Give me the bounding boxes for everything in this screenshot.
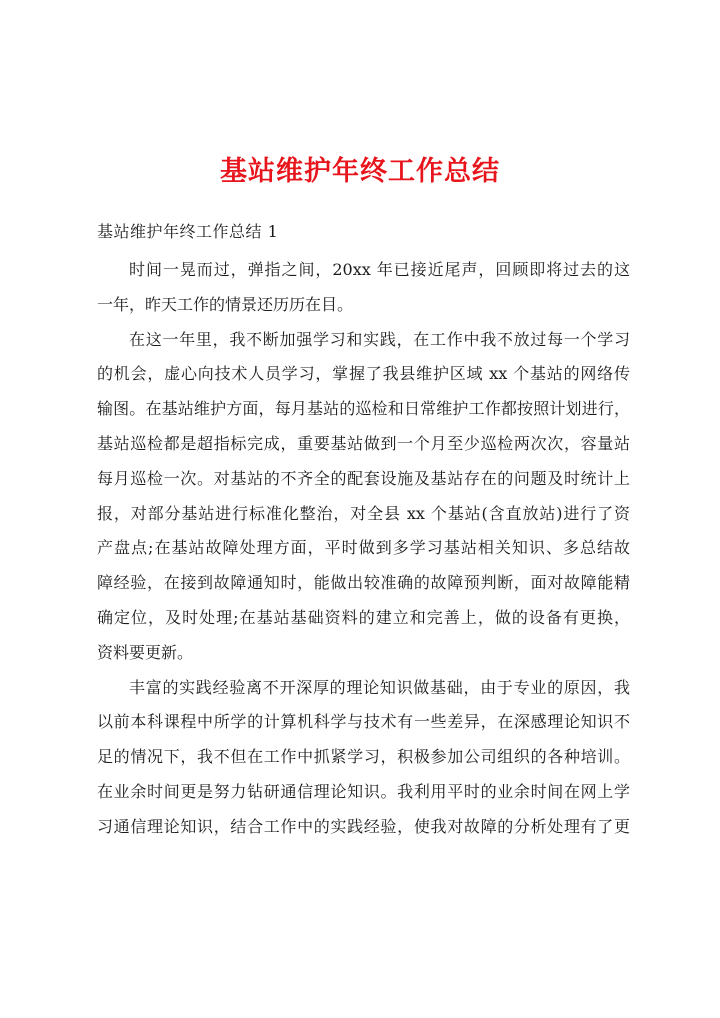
- text-line: 丰富的实践经验离不开深厚的理论知识做基础，由于专业的原因，我: [129, 677, 630, 697]
- text-line: 产盘点;在基站故障处理方面，平时做到多学习基站相关知识、多总结故: [97, 538, 630, 558]
- document-body: [97, 256, 630, 848]
- text-line: 在这一年里，我不断加强学习和实践，在工作中我不放过每一个学习: [129, 329, 630, 349]
- text-line: 输图。在基站维护方面，每月基站的巡检和日常维护工作都按照计划进行，: [97, 399, 630, 419]
- document-title: 基站维护年终工作总结: [220, 156, 500, 187]
- text-line: 基站巡检都是超指标完成，重要基站做到一个月至少巡检两次次，容量站: [97, 433, 630, 453]
- text-line: 习通信理论知识，结合工作中的实践经验，使我对故障的分析处理有了更: [97, 816, 630, 836]
- text-line: 时间一晃而过，弹指之间，20xx 年已接近尾声，回顾即将过去的这: [129, 260, 630, 279]
- text-line: 足的情况下，我不但在工作中抓紧学习，积极参加公司组织的各种培训。: [97, 747, 630, 767]
- text-line: 在业余时间更是努力钻研通信理论知识。我利用平时的业余时间在网上学: [97, 781, 630, 801]
- text-line: 报，对部分基站进行标准化整治，对全县 xx 个基站(含直放站)进行了资: [97, 503, 630, 523]
- text-line: 确定位，及时处理;在基站基础资料的建立和完善上，做的设备有更换，: [97, 607, 630, 627]
- paragraph: [97, 256, 630, 326]
- text-line: 的机会，虚心向技术人员学习，掌握了我县维护区域 xx 个基站的网络传: [97, 364, 630, 384]
- paragraph: [97, 674, 630, 848]
- text-line: 障经验，在接到故障通知时，能做出较准确的故障预判断，面对故障能精: [97, 573, 630, 593]
- text-line: 一年，昨天工作的情景还历历在目。: [97, 294, 354, 314]
- text-line: 每月巡检一次。对基站的不齐全的配套设施及基站存在的问题及时统计上: [97, 468, 630, 488]
- text-line: 资料要更新。: [97, 642, 194, 662]
- document-subtitle: 基站维护年终工作总结 1: [97, 222, 279, 241]
- text-line: 以前本科课程中所学的计算机科学与技术有一些差异，在深感理论知识不: [97, 712, 630, 732]
- paragraph: [97, 326, 630, 674]
